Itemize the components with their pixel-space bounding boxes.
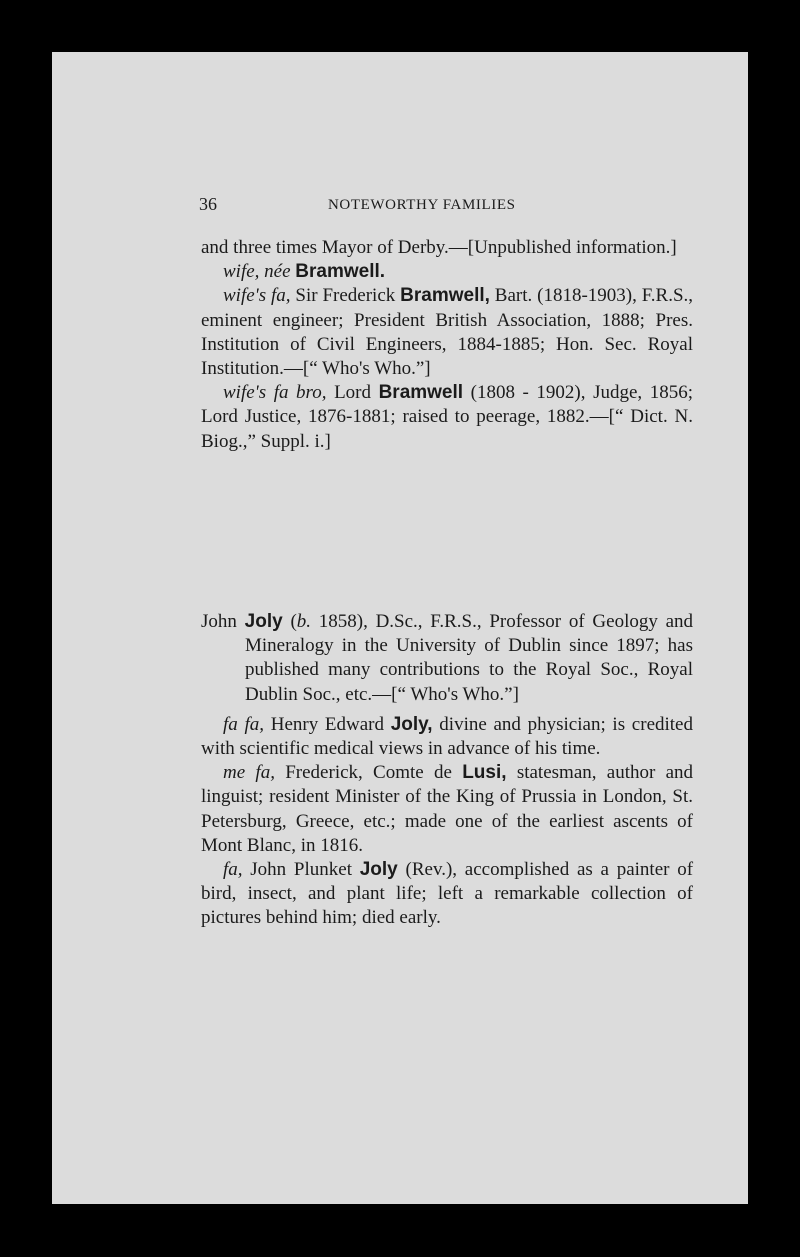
paragraph-mothers-father (201, 761, 693, 858)
paragraph-text: (1808 - 1902), Judge, 1856; Lord Justice, 1876-1881; raised to peerage, 1882.—[“ Dict. N. Biog.,” Suppl. i.] (201, 382, 694, 452)
book-page (52, 52, 748, 1204)
paragraph-derby (201, 236, 693, 260)
relation-label: wife, née (223, 261, 291, 283)
page-header (52, 194, 748, 218)
family-name: Bramwell. (295, 261, 386, 283)
given-name: Henry Edward (270, 713, 384, 735)
paragraph-wifes-father-brother (201, 381, 693, 454)
relation-label: fa, (223, 859, 243, 881)
given-name: Sir Frederick (295, 285, 396, 307)
family-name: Joly (244, 611, 283, 632)
paragraph-wifes-father (201, 284, 693, 381)
given-name: John (201, 611, 237, 632)
paragraph-text: statesman, author and linguist; resident Minister of the King of Prussia in London, St. Petersburg, Greece, etc.; made one of the earliest ascents of Mont Blanc, in 1816. (201, 762, 694, 856)
paren-open: ( (290, 611, 297, 632)
given-name: Lord (334, 382, 371, 404)
bramwell-section (201, 236, 693, 454)
paragraph-text: divine and physician; is credited with scientific medical views in advance of his time. (201, 713, 693, 760)
family-name: Joly (359, 859, 398, 881)
page-number: 36 (199, 194, 217, 214)
paragraph-text: and three times Mayor of Derby.—[Unpublished information.] (201, 237, 677, 258)
relation-label: wife's fa, (223, 285, 291, 307)
paragraph-text: (Rev.), accomplished as a painter of bird, insect, and plant life; left a remarkable collection of pictures behind him; died early. (201, 859, 694, 929)
family-name: Joly, (390, 713, 433, 735)
paragraph-father (201, 858, 693, 931)
paragraph-wife (201, 260, 693, 284)
given-name: John Plunket (250, 859, 352, 881)
given-name: Frederick, Comte de (285, 762, 452, 784)
family-name: Lusi, (462, 762, 507, 784)
paragraph-text: 1858), D.Sc., F.R.S., Professor of Geology and Mineralogy in the University of Dublin since 1897; has published many contributions to the Royal Soc., Royal Dublin Soc., etc.—[“ Who's Who.”] (245, 611, 694, 705)
paragraph-main-entry (201, 610, 693, 707)
joly-section (201, 610, 693, 931)
family-name: Bramwell (378, 382, 464, 404)
born-abbrev: b. (296, 611, 312, 632)
paragraph-fathers-father (201, 713, 693, 761)
paragraph-text: Bart. (1818-1903), F.R.S., eminent engineer; President British Association, 1888; Pres. Institution of Civil Engineers, 1884-1885; Hon. Sec. Royal Institution.—[“ Who's Who.”] (201, 285, 694, 380)
running-title: NOTEWORTHY FAMILIES (328, 197, 516, 213)
relation-label: me fa, (223, 762, 275, 784)
relation-label: wife's fa bro, (223, 382, 327, 404)
family-name: Bramwell, (400, 285, 490, 307)
relation-label: fa fa, (223, 713, 265, 735)
